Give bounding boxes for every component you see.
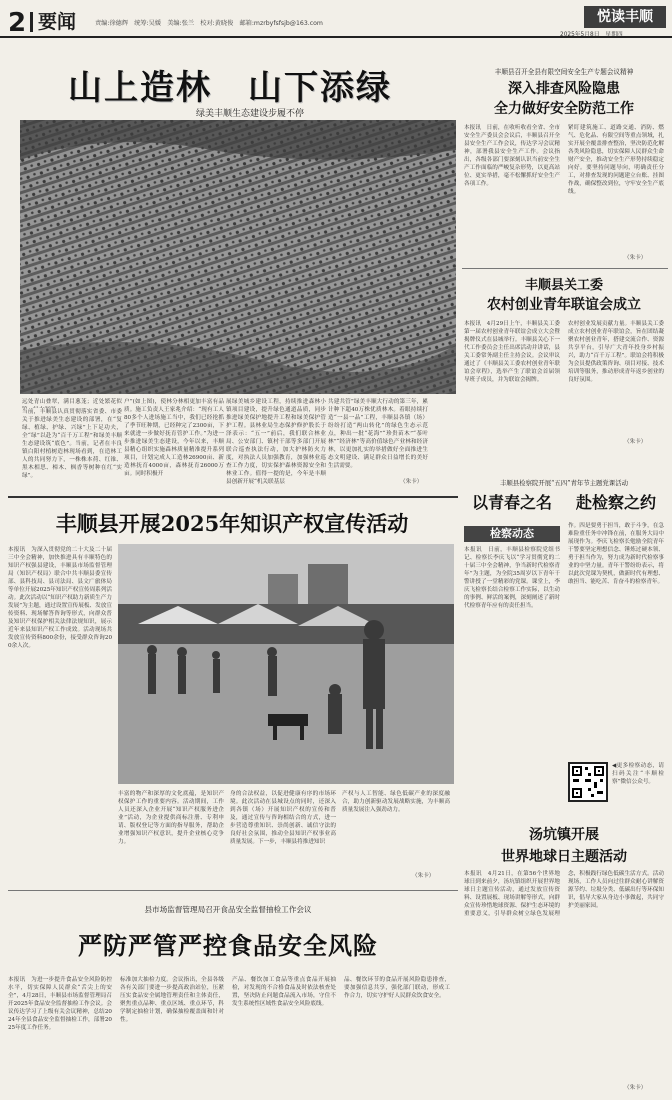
story-headline: 严防严管严控食品安全风险 <box>78 931 378 960</box>
story-forestation <box>0 42 458 490</box>
story-body-col1: 本报讯 为深入贯彻党的二十大及二十届三中全会精神，加快推进具有丰顺特色的知识产权强县建设，丰顺县市场监督管理局（知识产权局）联合中共丰顺县委宣传部、县科技局、县司法局、县文广旅体局等单位开展2025年知识产权宣传周系列活动。此次活动以“知识产权助力新质生产力发展”为主题，通过设置宣传展板、发放宣传资料、现场解答咨询等形式，向群众普及知识产权保护相关法律法规知识，展示近年来县知识产权工作成效。活动现场共发放宣传资料800余份，接受群众咨询200余人次。 <box>8 547 112 649</box>
event-crowd-image <box>118 544 454 784</box>
divider <box>8 496 458 498</box>
page-header <box>0 0 672 38</box>
story-food-safety <box>8 898 458 1098</box>
story-body-col3: 展绿美城乡建设工程，持续推进森林小镇项目建设，提升绿色通道品质，同步推进绿美保护地提升工程和绿美保护管护工程。县林业局生态保护修护股长于泽表示：“五一”前后，我们联合林业局、公安部门、镇村干部等多部门开展联合巡查执法行动，加大护林防火力度，对执法人员加强教育，加强林业巡查工作力度，切实保护森林资源安全和林业工作。值得一提的是，今年是丰顺县创新开展“机关联基层 <box>226 399 326 485</box>
story-body-col2: 户”(如上图)，使林分林相更加丰富有品质。施工负责人王家兆介绍：“现有工人80多个人进场施工当中，我们已经抢抓了季节旺种期，已经种完了2300亩，下来就进一步做好抚育管护工作。”为进一步推进绿美生态建设，今年以来，丰顺县精心组织实施森林质量精准提升系列项目，计划完成人工造林26900亩、新造林抚育4000亩，森林抚育26000万亩。同时积极开 <box>124 399 224 477</box>
forest-photo <box>20 120 456 394</box>
story-headline: 农村创业青年联谊会成立 <box>487 297 641 313</box>
story-procuratorate <box>464 478 664 808</box>
story-body-col4: 共建共管”绿美丰顺大行动的第三年，累计种下超40万株优质林木。着眼持续打造“一县一品”工程，丰顺县各镇（场）纷纷打造“两山转化”的绿色生态示范点，种出一批“花海”“珍贵苗木”“茶叶林”“经济林”等高价值绿色产业林和经济林，以更加扎实的举措做好全面推进生态文明建设、满足群众日益增长的美好生活需要。 <box>328 399 428 469</box>
story-kicker: 丰顺县召开全县有限空间安全生产专题会议精神 <box>494 68 634 76</box>
campaign-photo <box>118 544 454 784</box>
story-ip-campaign <box>8 500 458 886</box>
story-headline: 汤坑镇开展 <box>529 827 599 843</box>
story-body-col4: 品、餐饮环节的食品开展风险隐患排查，要加强信息共享，强化部门联动，形成工作合力，切实守护好人民群众饮食安全。 <box>344 977 450 999</box>
story-body-col1: 本报讯 4月29日上午，丰顺县关工委第一届农村创业青年联谊会成立大会暨揭牌仪式在县城举行。丰顺县关心下一代工作委员会主任出席活动并讲话，县关工委常务副主任主持会议。会议审议通过了《丰顺县关工委农村创业青年联谊会章程》，选举产生了联谊会首届领导班子成员，并为联谊会揭牌。 <box>464 321 560 383</box>
story-body-col1: 当前，丰顺县认真贯彻落实省委、市委关于推进绿美生态建设的部署，在“复绿、植绿、护绿、兴绿”上下足功夫，全“绿”以赴为“百千万工程”和绿美丰顺生态建设筑“底色”。当前，记者在丰良镇白阳村植树造林现场看到，在造林工人的共同努力下，一株株本荷、红锥、黑木相思、樟木、枫香等树种在红“实绿”。 <box>22 409 122 479</box>
qr-code-icon <box>570 764 606 800</box>
story-body-col2: 农村创业发展贡献力量。丰顺县关工委成立农村创业青年联谊会，旨在团结凝聚农村创业青年，搭建交流合作、资源共享平台，引导广大青年投身乡村振兴，助力“百千万工程”。联谊会将积极为会员提供政策咨询、项目对接、技术培训等服务，推动形成青年返乡创业的良好氛围。 <box>568 321 664 383</box>
divider <box>462 268 668 269</box>
story-safety <box>464 66 664 264</box>
story-kicker: 丰顺县检察院开展“五四”青年节主题党课活动 <box>500 479 628 487</box>
story-body: 本报讯 4月21日，在第56个世界地球日到来前夕，汤坑镇组织开展世界地球日主题宣传活动，通过发放宣传资料、设置展板、现场讲解等形式，向群众宣传珍惜地球资源、保护生态环境的重要意义，引导群众树立绿色发展理念，积极践行绿色低碳生活方式。活动现场，工作人员向过往群众耐心讲解资源节约、垃圾分类、低碳出行等环保知识，倡导大家从身边小事做起，共同守护美丽家园。 <box>464 871 664 917</box>
story-body-col2: 标准加大抽检力度。会议指出，全县各级各有关部门要进一步提高政治站位，压紧压实食品安全属地管理责任和主体责任，聚焦重点品种、重点区域、重点环节，科学制定抽检计划，确保抽检覆盖面和针对性。 <box>120 977 224 1023</box>
qr-caption: ◀更多检察动态，请扫码关注“丰顺检察”微信公众号。 <box>612 763 664 785</box>
story-body-col2: 丰富的物产和深厚的文化底蕴，是知识产权保护工作的重要内容。活动期间，工作人员还深入企业开展“知识产权服务进企业”活动，为企业提供商标注册、专利申请、版权登记等方面的指导服务，帮助企业增强知识产权意识，提升企业核心竞争力。 <box>118 791 224 845</box>
story-youth-association <box>464 272 664 452</box>
story-body-col3: 产品、餐饮加工食品等重点食品开展抽检，对发现的不合格食品及时依法核查处置，坚决防止问题食品流入市场，守住不发生系统性区域性食品安全风险底线。 <box>232 977 336 1007</box>
story-byline: （朱卡） <box>624 1085 647 1091</box>
story-byline: （朱卡） <box>412 873 435 879</box>
story-body-col1: 本报讯 日前，在收听收看全省、全市安全生产委员会会议后，丰顺县召开全县安全生产工作会议，传达学习会议精神，部署我县安全生产工作。会议指出，各级各部门要深刻认识当前安全生产工作面临的严峻复杂形势，以更高站位、更实举措，毫不松懈抓好安全生产各项工作。 <box>464 125 560 187</box>
story-headline: 丰顺县开展2025年知识产权宣传活动 <box>55 511 409 536</box>
story-byline: （朱卡） <box>624 439 647 445</box>
story-headline: 全力做好安全防范工作 <box>494 101 634 117</box>
hillside-planting-image <box>20 120 456 394</box>
section-brand: 悦读丰顺 <box>584 6 666 28</box>
editor-credits: 责编:徐德辉 统筹:吴媛 美编:张兰 校对:黄晓俊 邮箱:mzrbyfsfsjb@163.com <box>95 20 323 27</box>
story-body-col2: 作。四是要勇于担当，敢于斗争，在急难险重任务中冲锋在前，在服务大局中展现作为。李庆飞检察长勉励全院青年干警要坚定理想信念、锤炼过硬本领、勇于担当作为，努力成为新时代检察事业的中坚力量。青年干警纷纷表示，将以此次党课为契机，做新时代有理想、敢担当、能吃苦、肯奋斗的检察青年。 <box>568 523 664 585</box>
story-headline: 山上造林 山下添绿 <box>68 68 392 108</box>
qr-code[interactable] <box>568 762 608 802</box>
issue-date: 2025年5月8日 星期四 <box>560 32 623 38</box>
section-tag: 检察动态 <box>464 526 560 542</box>
story-body-col1: 本报讯 为进一步提升食品安全风险防控水平，切实保障人民群众“舌尖上的安全”，4月28日，丰顺县市场监督管理局召开2025年食品安全监督抽检工作会议。会议传达学习了上级有关会议精神，总结2024年全县食品安全监督抽检工作，部署2025年度工作任务。 <box>8 977 112 1031</box>
story-body-col2: 紧盯建筑施工、道路交通、消防、燃气、危化品、有限空间等重点领域，扎实开展全覆盖排查整治，坚决防范化解各类风险隐患，切实保障人民群众生命财产安全，推动安全生产形势持续稳定向好。要坚持问题导向，明确责任分工，对排查发现的问题建立台账、挂图作战，确保整改到位，守牢安全生产底线。 <box>568 125 664 195</box>
story-byline: （朱卡） <box>400 479 423 485</box>
story-body-col1: 本报讯 日前，丰顺县检察院党组书记、检察长李庆飞以“学习贯彻党的二十届三中全会精神，争当新时代检察青年”为主题，为全院35周岁以下青年干警讲授了一堂精彩的党课。课堂上，李庆飞检察长结合检察工作实际，以生动的事例、鲜活的案例，深刻阐述了新时代检察青年应有的责任担当。 <box>464 547 560 609</box>
story-headline: 深入排查风险隐患 <box>508 81 620 97</box>
story-body-col3: 身的合法权益，以促进健康有序的市场环境。此次活动在县城设点的同时，还深入到各镇（场）开展知识产权的宣传和普及，通过宣传与咨询相结合的方式，进一步营造尊重知识、崇尚创新、诚信守法的良好社会氛围，推动全县知识产权事业高质量发展。下一步，丰顺县将推进知识 <box>230 791 336 845</box>
photo-caption: 远处青山叠翠，满目葱茏；近处繁花似 <box>22 399 122 405</box>
section-title: 要闻 <box>30 12 76 32</box>
story-kicker: 县市场监督管理局召开食品安全监督抽检工作会议 <box>144 905 312 914</box>
page-number: 2 <box>8 8 27 38</box>
story-headline: 丰顺县关工委 <box>524 278 603 293</box>
divider <box>8 890 458 891</box>
story-earth-day <box>464 820 664 1095</box>
story-subheadline: 绿美丰顺生态建设步履不停 <box>195 109 304 119</box>
story-byline: （朱卡） <box>624 255 647 261</box>
story-headline: 赴检察之约 <box>575 493 656 512</box>
story-body-col4: 产权与人工智能、绿色低碳产业的深度融合，助力创新驱动发展战略实施，为丰顺高质量发展注入强劲动力。 <box>342 791 450 813</box>
story-headline: 以青春之名 <box>471 493 552 512</box>
story-headline: 世界地球日主题活动 <box>501 849 627 865</box>
